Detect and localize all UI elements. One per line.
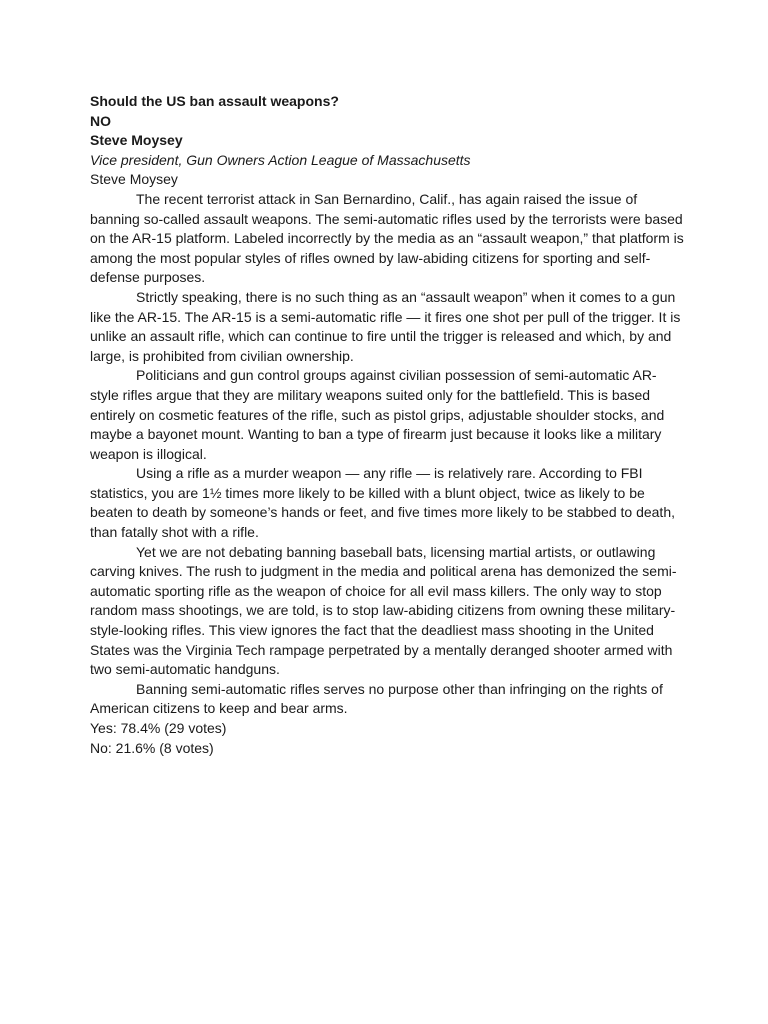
paragraph-1: The recent terrorist attack in San Bernardino, Calif., has again raised the issue of banning so-called assault weapons. The semi-automatic rifles used by the terrorists were based on the AR-15 platform. Labeled incorrectly by the media as an “assault weapon,” that platform is among the most popular styles of rifles owned by law-abiding citizens for sporting and self-defense purposes. <box>90 190 684 286</box>
byline: Steve Moysey <box>90 171 178 188</box>
author-title: Vice president, Gun Owners Action League of Massachusetts <box>90 151 471 168</box>
position-label: NO <box>90 112 111 129</box>
paragraph-3: Politicians and gun control groups against civilian possession of semi-automatic AR-style rifles argue that they are military weapons suited only for the battlefield. This is based entirely on cosmetic features of the rifle, such as pistol grips, adjustable shoulder stocks, and maybe a bayonet mount. Wanting to ban a type of firearm just because it looks like a military weapon is illogical. <box>90 367 665 462</box>
paragraph-2: Strictly speaking, there is no such thing as an “assault weapon” when it comes to a gun like the AR-15. The AR-15 is a semi-automatic rifle — it fires one shot per pull of the trigger. It is unlike an assault rifle, which can continue to fire until the trigger is released and which, by and large, is prohibited from civilian ownership. <box>90 288 681 364</box>
poll-no-result: No: 21.6% (8 votes) <box>90 739 214 756</box>
paragraph-6: Banning semi-automatic rifles serves no purpose other than infringing on the rights of American citizens to keep and bear arms. <box>90 680 663 717</box>
headline: Should the US ban assault weapons? <box>90 93 339 109</box>
article <box>90 92 685 758</box>
paragraph-5: Yet we are not debating banning baseball bats, licensing martial artists, or outlawing carving knives. The rush to judgment in the media and political arena has demonized the semi-automatic sporting rifle as the weapon of choice for all evil mass killers. The only way to stop random mass shootings, we are told, is to stop law-abiding citizens from owning these military-style-looking rifles. This view ignores the fact that the deadliest mass shooting in the United States was the Virginia Tech rampage perpetrated by a mentally deranged shooter armed with two semi-automatic handguns. <box>90 543 677 678</box>
paragraph-4: Using a rifle as a murder weapon — any rifle — is relatively rare. According to FBI statistics, you are 1½ times more likely to be killed with a blunt object, twice as likely to be beaten to death by someone’s hands or feet, and five times more likely to be stabbed to death, than fatally shot with a rifle. <box>90 465 675 541</box>
author-name: Steve Moysey <box>90 132 183 149</box>
poll-yes-result: Yes: 78.4% (29 votes) <box>90 720 227 736</box>
